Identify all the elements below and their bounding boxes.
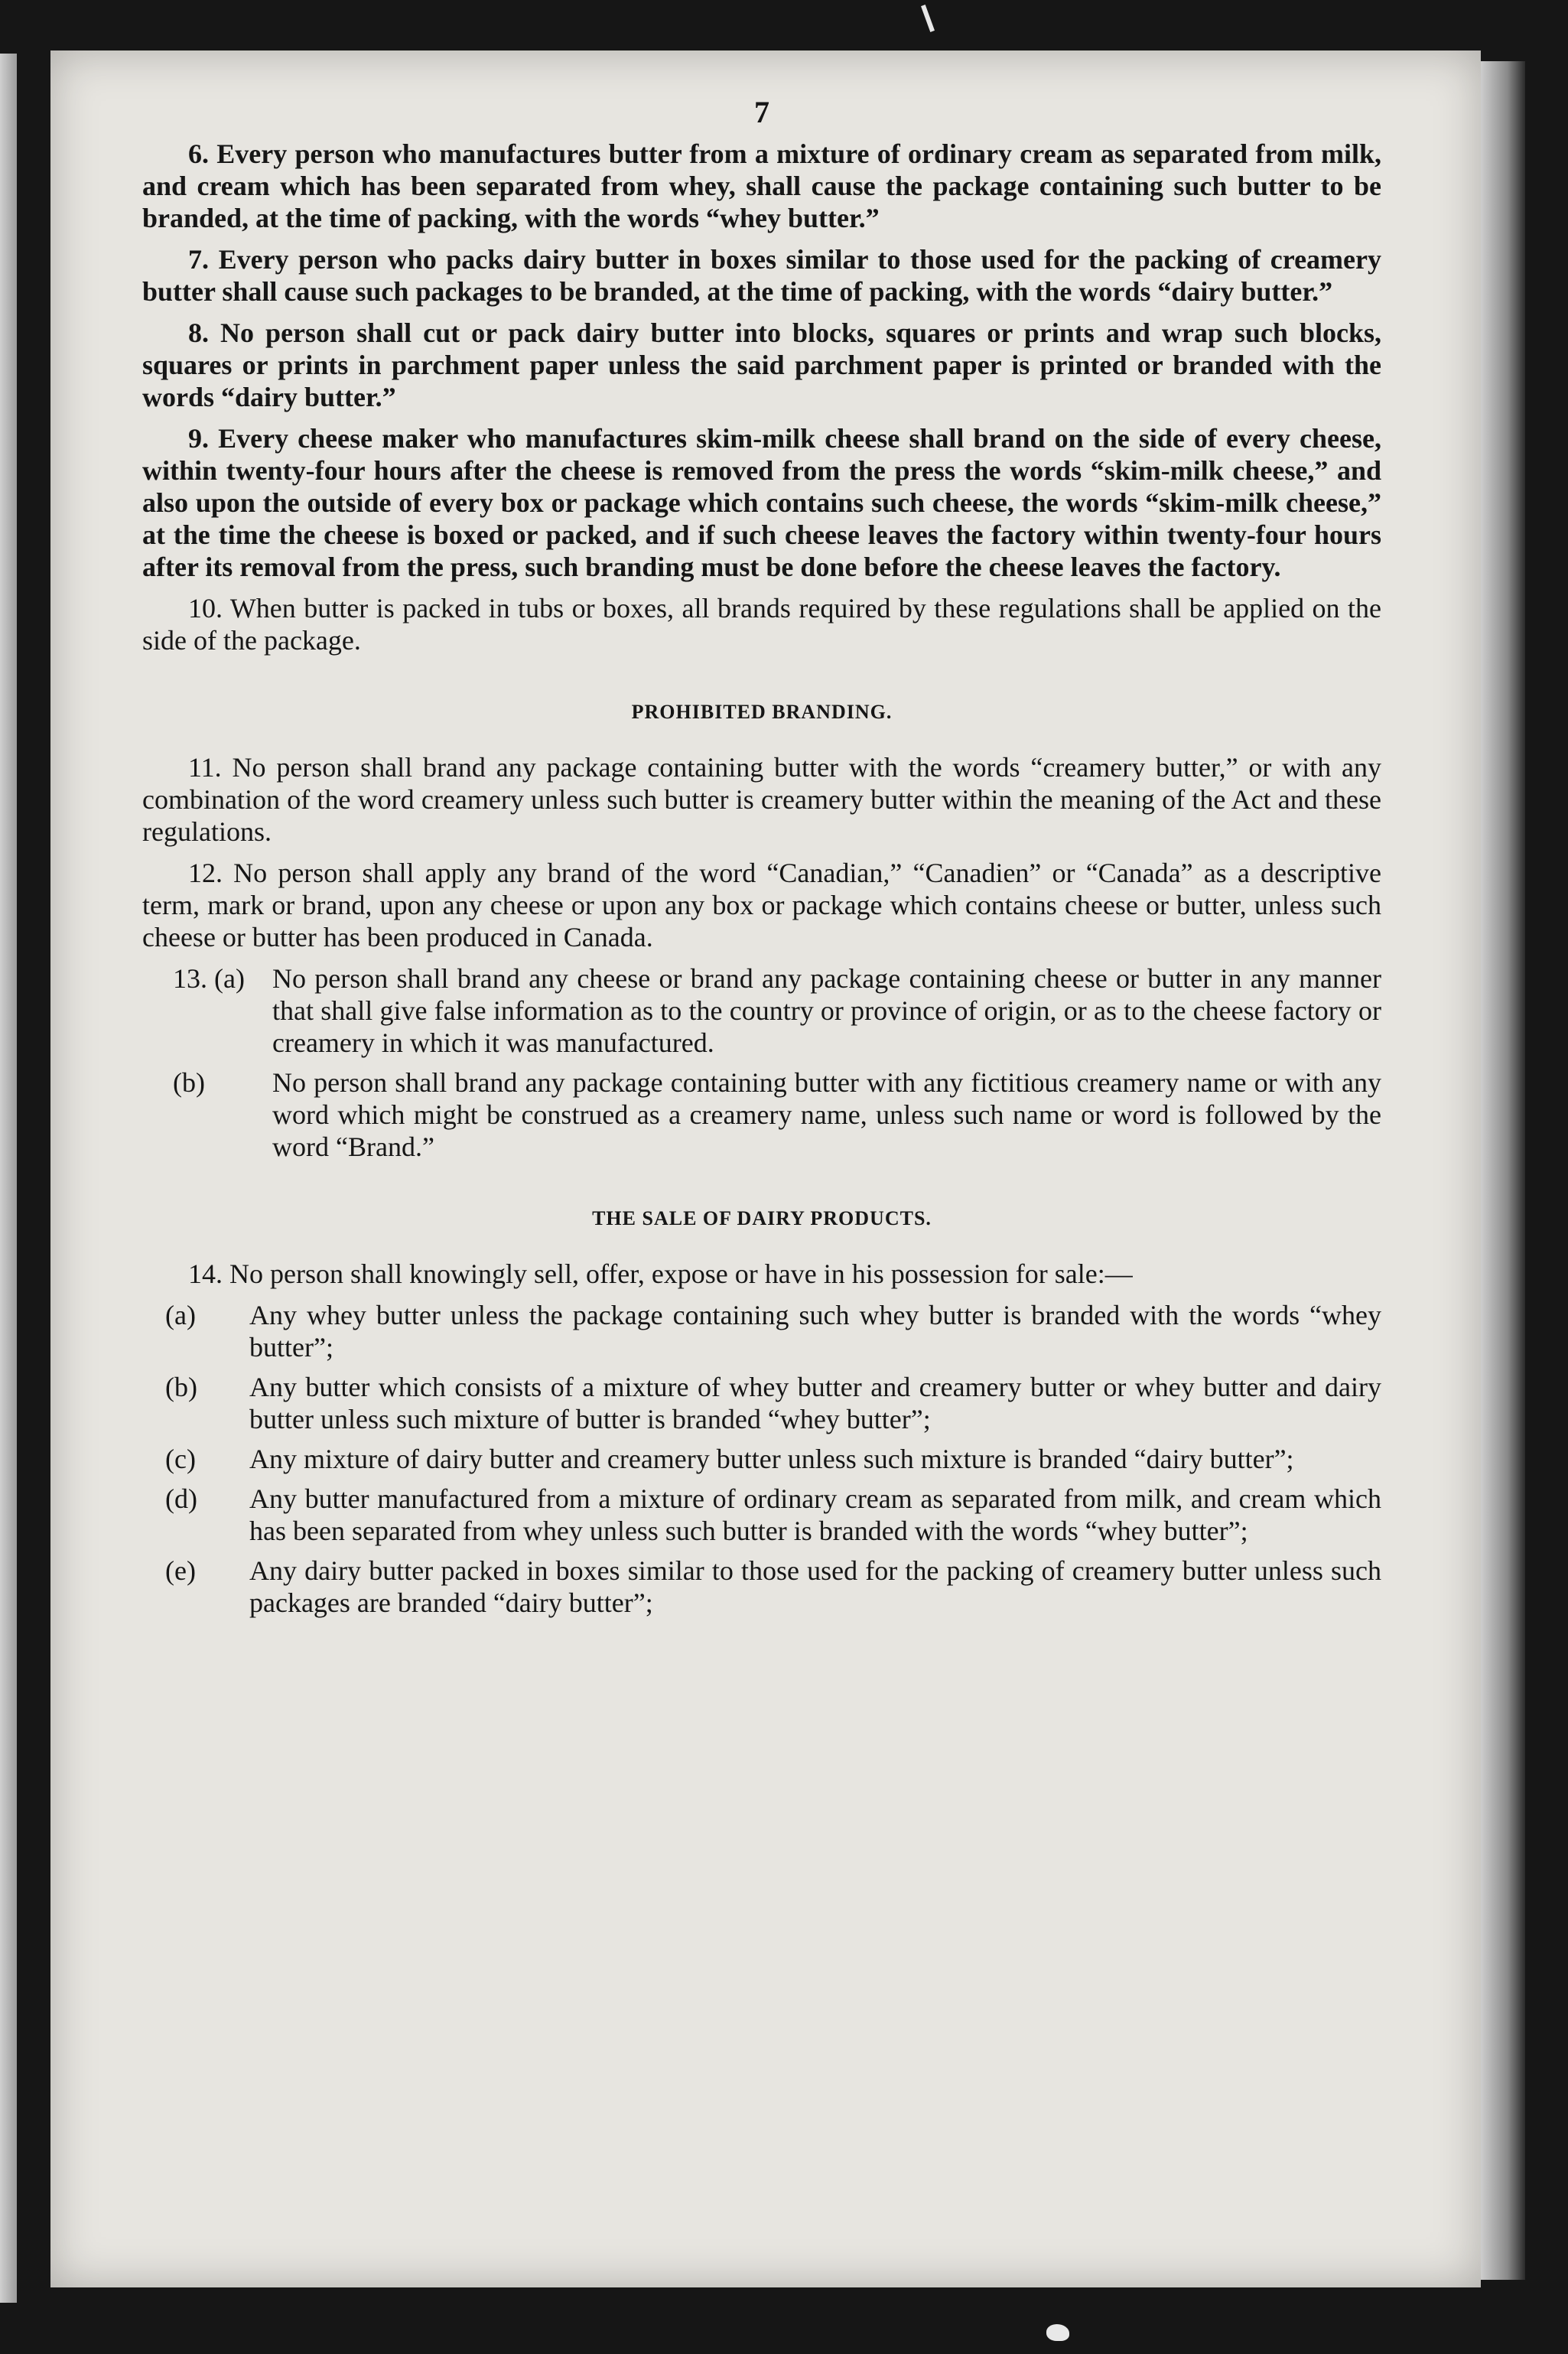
section-13-number: 13. (a) (173, 963, 245, 994)
list-item-mark: (d) (165, 1483, 197, 1514)
list-item-text: Any dairy butter packed in boxes similar to those used for the packing of creamery butter unless such packages are branded “dairy butter”; (249, 1555, 1381, 1618)
list-item (165, 1443, 1381, 1475)
page-number: 7 (754, 95, 769, 129)
list-item-mark: (e) (165, 1555, 196, 1586)
list-item-mark: (a) (165, 1300, 196, 1330)
section-13b-mark: (b) (173, 1067, 205, 1098)
list-item-mark: (c) (165, 1444, 196, 1474)
page-binding-edge (1481, 61, 1525, 2280)
scan-artifact-blob (1046, 2324, 1069, 2341)
heading-prohibited-branding: PROHIBITED BRANDING. (631, 701, 893, 723)
document-page (50, 50, 1481, 2287)
adjacent-page-edge (0, 54, 17, 2303)
paragraph-9: 9. Every cheese maker who manufactures skim-milk cheese shall brand on the side of every cheese, within twenty-four hours after the cheese is removed from the press the words “skim-milk cheese,” and also upon the outside of every box or package which contains such cheese, the words “skim-milk cheese,” at the time the cheese is boxed or packed, and if such cheese leaves the factory within twenty-four hours after its removal from the press, such branding must be done before the cheese leaves the factory. (142, 423, 1381, 582)
list-item (165, 1555, 1381, 1619)
page-content (142, 96, 1381, 1626)
paragraph-10: 10. When butter is packed in tubs or boxes, all brands required by these regulations shall be applied on the side of the package. (142, 593, 1381, 656)
paragraph-11: 11. No person shall brand any package containing butter with the words “creamery butter,” or with any combination of the word creamery unless such butter is creamery butter within the meaning of the Act and these regulations. (142, 752, 1381, 847)
paragraph-8: 8. No person shall cut or pack dairy butter into blocks, squares or prints and wrap such blocks, squares or prints in parchment paper unless the said parchment paper is printed or branded with the words “dairy butter.” (142, 317, 1381, 412)
list-item-text: Any mixture of dairy butter and creamery butter unless such mixture is branded “dairy butter”; (249, 1444, 1294, 1474)
paragraph-6: 6. Every person who manufactures butter from a mixture of ordinary cream as separated from milk, and cream which has been separated from whey, shall cause the package containing such butter to be branded, at the time of packing, with the words “whey butter.” (142, 138, 1381, 233)
paragraph-12: 12. No person shall apply any brand of the word “Canadian,” “Canadien” or “Canada” as a descriptive term, mark or brand, upon any cheese or upon any box or package which contains cheese or butter, unless such cheese or butter has been produced in Canada. (142, 858, 1381, 952)
list-item (165, 1483, 1381, 1547)
scan-artifact-mark (921, 5, 935, 32)
section-13a-text: No person shall brand any cheese or brand any package containing cheese or butter in any manner that shall give false information as to the country or province of origin, or as to the cheese factory or creamery in which it was manufactured. (272, 963, 1381, 1058)
list-item-text: Any butter manufactured from a mixture of ordinary cream as separated from milk, and cream which has been separated from whey unless such butter is branded with the words “whey butter”; (249, 1483, 1381, 1546)
list-item-mark: (b) (165, 1372, 197, 1402)
section-13b (142, 1066, 1381, 1163)
heading-sale-of-dairy-products: THE SALE OF DAIRY PRODUCTS. (592, 1207, 932, 1229)
list-item (165, 1299, 1381, 1363)
section-14-list (165, 1299, 1381, 1619)
section-13b-text: No person shall brand any package containing butter with any fictitious creamery name or with any word which might be construed as a creamery name, unless such name or word is followed by the word “Brand.” (272, 1067, 1381, 1162)
paragraph-14: 14. No person shall knowingly sell, offer, expose or have in his possession for sale:— (188, 1258, 1133, 1289)
list-item-text: Any butter which consists of a mixture of whey butter and creamery butter or whey butter and dairy butter unless such mixture of butter is branded “whey butter”; (249, 1372, 1381, 1434)
list-item-text: Any whey butter unless the package containing such whey butter is branded with the words “whey butter”; (249, 1300, 1381, 1363)
list-item (165, 1371, 1381, 1435)
section-13a (142, 962, 1381, 1059)
paragraph-7: 7. Every person who packs dairy butter in boxes similar to those used for the packing of creamery butter shall cause such packages to be branded, at the time of packing, with the words “dairy butter.” (142, 244, 1381, 307)
bold-paragraphs (142, 138, 1381, 583)
